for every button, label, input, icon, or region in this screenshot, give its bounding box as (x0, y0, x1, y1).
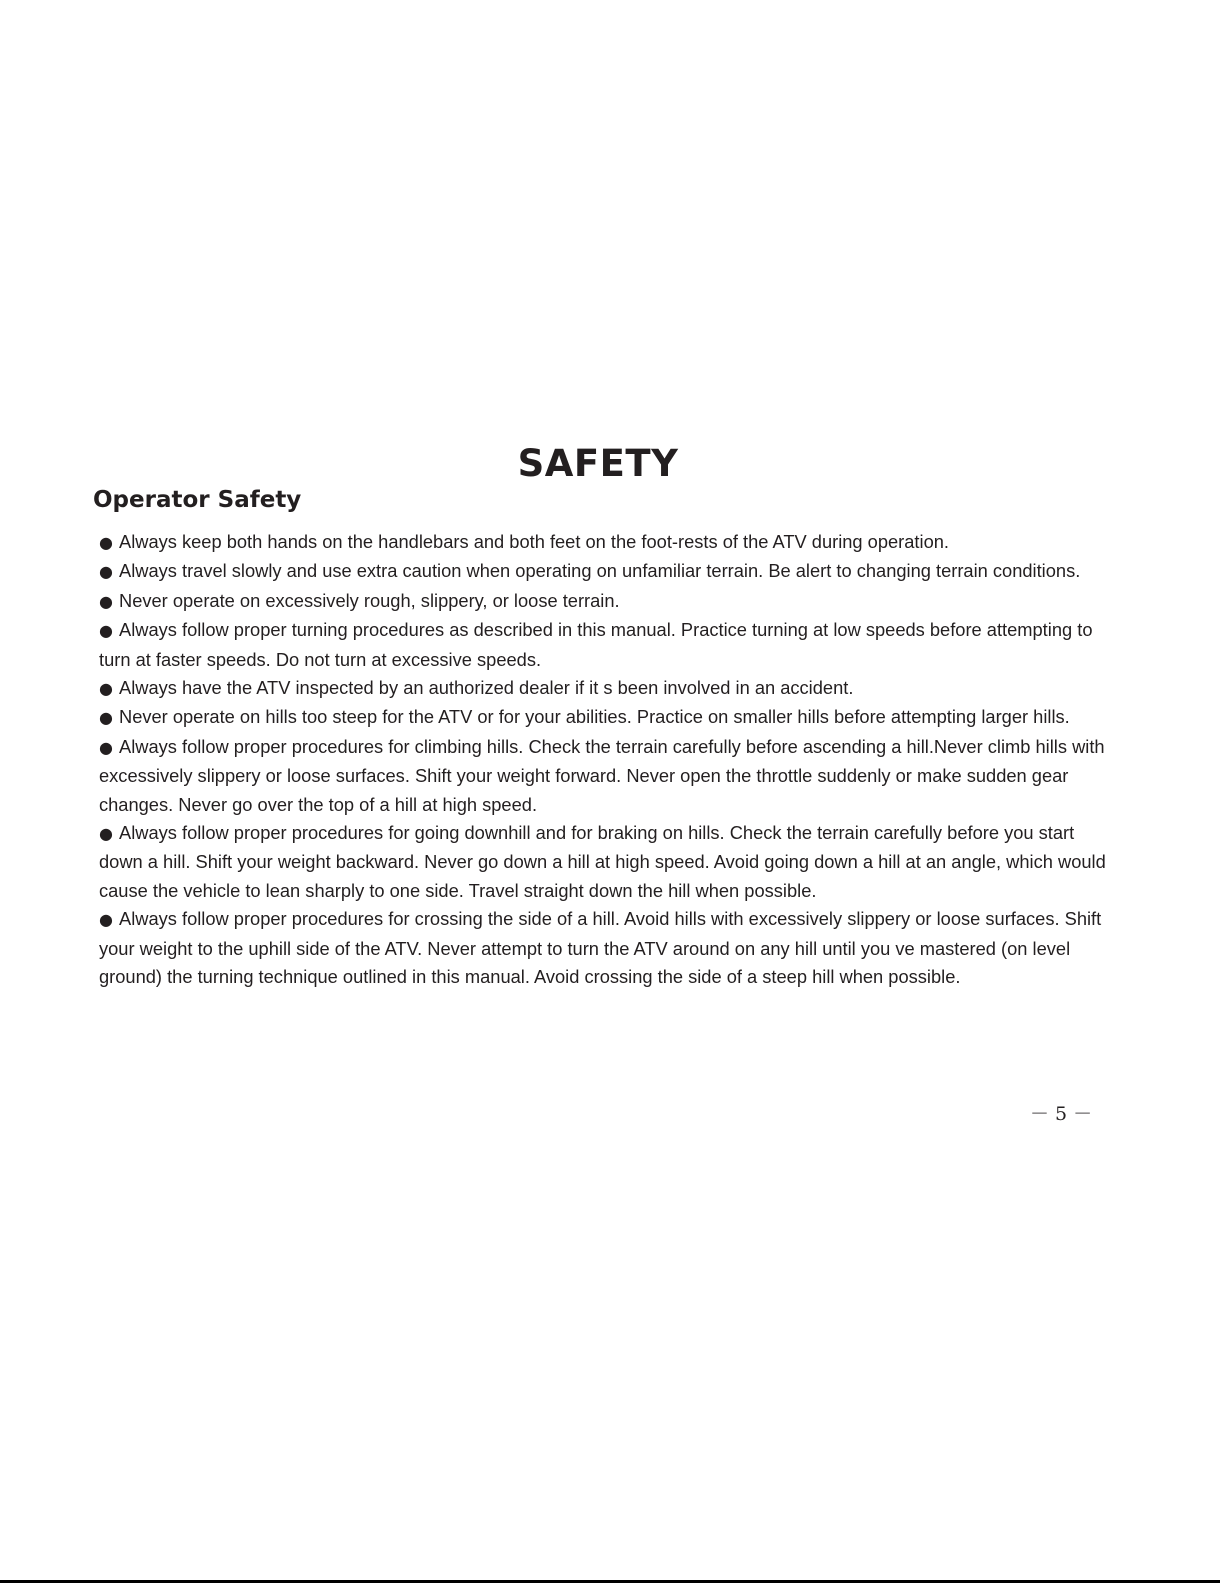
bullet-icon: ● (99, 591, 113, 611)
safety-item-text: Always keep both hands on the handlebars and both feet on the foot-rests of the ATV during operation. (119, 531, 949, 552)
bullet-icon: ● (99, 737, 113, 757)
bullet-icon: ● (99, 679, 113, 699)
safety-item-text: Always have the ATV inspected by an authorized dealer if it s been involved in an accident. (119, 677, 854, 699)
safety-item-text: Always follow proper turning procedures as described in this manual. Practice turning at low speeds before attempting to turn at faster speeds. Do not turn at excessive speeds. (99, 619, 1093, 670)
subsection-title: Operator Safety (93, 487, 302, 513)
safety-item-text: Always follow proper procedures for crossing the side of a hill. Avoid hills with excessively slippery or loose surfaces. Shift your weight to the uphill side of the ATV. Never attempt to turn the ATV around on any hill until you ve mastered (on level ground) the turning technique outlined in this manual. Avoid crossing the side of a steep hill when possible. (99, 908, 1102, 988)
page-number: － 5 － (1030, 1103, 1093, 1125)
safety-item-text: Always follow proper procedures for going downhill and for braking on hills. Check the terrain carefully before you start down a hill. Shift your weight backward. Never go down a hill at high speed. Avoid going down a hill at an angle, which would cause the vehicle to lean sharply to one side. Travel straight down the hill when possible. (99, 822, 1106, 901)
safety-list-item (99, 733, 1109, 819)
section-title: SAFETY (517, 442, 679, 485)
safety-item-text: Always travel slowly and use extra caution when operating on unfamiliar terrain. Be alert to changing terrain conditions. (119, 560, 1081, 582)
bullet-icon: ● (99, 621, 113, 641)
safety-list-item (99, 616, 1109, 674)
bullet-icon: ● (99, 533, 113, 552)
bullet-icon: ● (99, 708, 113, 728)
safety-bullet-list (99, 528, 1109, 992)
safety-item-text: Never operate on excessively rough, slippery, or loose terrain. (119, 589, 620, 611)
safety-item-text: Always follow proper procedures for climbing hills. Check the terrain carefully before ascending a hill.Never climb hills with excessively slippery or loose surfaces. Shift your weight forward. Never open the throttle suddenly or make sudden gear changes. Never go over the top of a hill at high speed. (99, 735, 1105, 815)
safety-list-item (99, 674, 1109, 703)
safety-list-item (99, 557, 1109, 586)
bullet-icon: ● (99, 562, 113, 582)
safety-list-item (99, 528, 1109, 557)
safety-list-item (99, 819, 1109, 905)
safety-list-item (99, 703, 1109, 732)
safety-item-text: Never operate on hills too steep for the ATV or for your abilities. Practice on smaller hills before attempting larger hills. (119, 706, 1070, 728)
bullet-icon: ● (99, 910, 113, 930)
safety-list-item (99, 905, 1109, 991)
bullet-icon: ● (99, 824, 113, 844)
safety-list-item (99, 587, 1109, 616)
